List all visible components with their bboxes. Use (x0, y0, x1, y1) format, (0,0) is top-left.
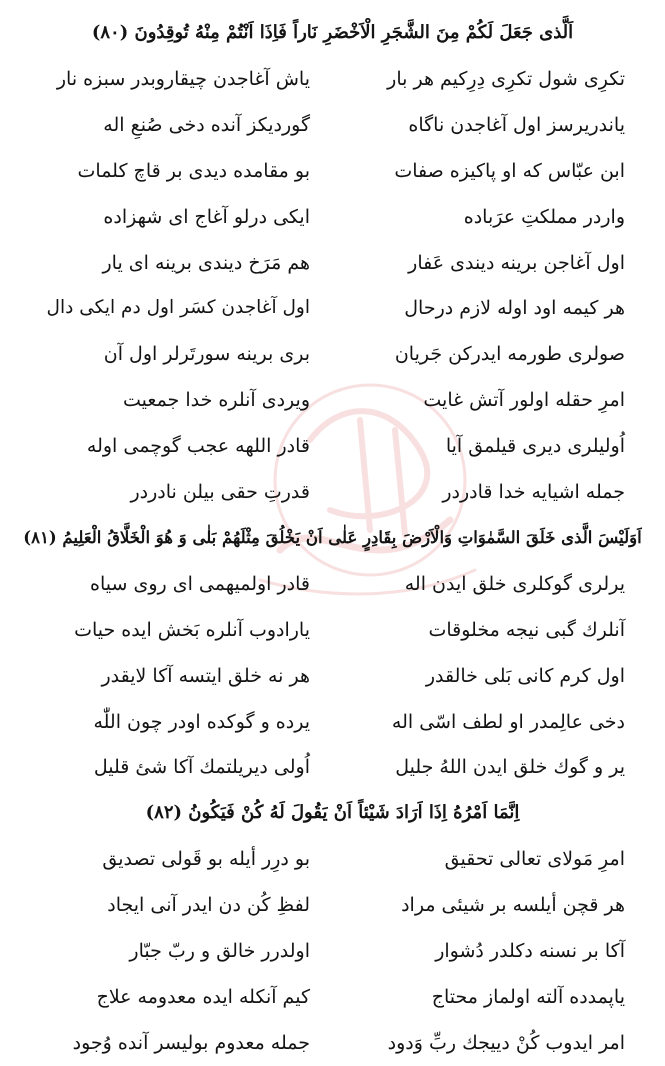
poem-couplet (0, 469, 665, 515)
couplet-first-hemistich: آنلرك گبى نيجه مخلوقات (428, 618, 625, 641)
couplet-second-hemistich: اول آغاجدن كسَر اول دم ايكى دال (46, 297, 310, 319)
poem-couplet (0, 836, 665, 882)
poem-couplet (0, 148, 665, 194)
quran-verse-text: اَوَلَيْسَ الَّذى خَلَقَ السَّمٰوَاتِ وَالْاَرْضَ بِقَادِرٍ عَلٰى اَنْ يَخْلُقَ مِثْلَهُمْ بَلٰى وَ هُوَ الْخَلَّاقُ الْعَلِيمُ (٨١) (23, 527, 642, 547)
couplet-first-hemistich: هر كيمه اود اوله لازم درحال (404, 297, 625, 320)
poem-couplet (0, 1020, 665, 1066)
poem-couplet (0, 331, 665, 377)
couplet-first-hemistich: يرلرى گوكلرى خلق ايدن اله (404, 572, 625, 595)
poem-couplet (0, 744, 665, 790)
couplet-second-hemistich: اُولى ديريلتمك آكا شئ قليل (93, 756, 310, 779)
quran-verse-line (10, 790, 655, 836)
couplet-second-hemistich: برى برينه سورتَرلر اول آن (103, 343, 310, 366)
couplet-second-hemistich: ياش آغاجدن چيقاروبدر سبزه نار (56, 67, 310, 90)
couplet-second-hemistich: بو مقامده ديدى بر قاچ كلمات (77, 159, 310, 182)
poem-couplet (0, 194, 665, 240)
couplet-first-hemistich: امر ايدوب كُنْ دييجك ربِّ وَدود (387, 1031, 625, 1054)
couplet-second-hemistich: بو درِر أيله بو قَولى تصديق (102, 848, 310, 871)
couplet-first-hemistich: هر قچن أيلسه بر شيئى مراد (401, 894, 625, 917)
poem-couplet (0, 561, 665, 607)
poem-couplet (0, 377, 665, 423)
couplet-second-hemistich: هم مَرَخ ديندى برينه اى يار (102, 251, 310, 274)
couplet-first-hemistich: اول كرم كانى بَلى خالقدر (425, 664, 625, 687)
couplet-second-hemistich: يارادوب آنلره بَخش ايده حيات (74, 618, 310, 641)
poem-couplet (0, 607, 665, 653)
poem-couplet (0, 240, 665, 286)
couplet-first-hemistich: ياپمدده آلته اولماز محتاج (431, 985, 625, 1008)
couplet-first-hemistich: آكا بر نسنه دكلدر دُشوار (435, 940, 625, 962)
poem-couplet (0, 102, 665, 148)
couplet-first-hemistich: تكرِى شول تكرِى دِرِكيم هر بار (387, 67, 625, 90)
quran-verse-line (10, 10, 655, 56)
couplet-second-hemistich: هر نه خلق ايتسه آكا لايقدر (101, 664, 310, 687)
couplet-first-hemistich: جمله اشيايه خدا قادردر (442, 481, 625, 503)
poem-couplet (0, 56, 665, 102)
couplet-first-hemistich: ياندريرسز اول آغاجدن ناگاه (408, 113, 625, 136)
couplet-second-hemistich: قادر اولميهمى اى روى سياه (90, 572, 310, 595)
couplet-first-hemistich: ابن عبّاس كه او پاكيزه صفات (394, 159, 625, 182)
couplet-first-hemistich: امرِ مَولاى تعالى تحقيق (444, 848, 625, 871)
couplet-first-hemistich: امرِ حقله اولور آتش غايت (423, 389, 625, 412)
poem-couplet (0, 974, 665, 1020)
couplet-first-hemistich: اول آغاجن برينه ديندى عَفار (408, 251, 625, 274)
couplet-second-hemistich: ايكى درلو آغاج اى شهزاده (103, 205, 310, 228)
couplet-first-hemistich: ير و گوك خلق ايدن اللهُ جليل (395, 756, 625, 779)
couplet-first-hemistich: واردر مملكتِ عرَباده (463, 205, 625, 228)
poem-couplet (0, 423, 665, 469)
poem-couplet (0, 699, 665, 745)
couplet-second-hemistich: اولدرر خالق و ربّ جبّار (129, 940, 310, 962)
couplet-second-hemistich: قدرتِ حقى بيلن نادردر (130, 481, 310, 503)
couplet-second-hemistich: يرده و گوكده اودر چون اللّٰه (93, 710, 310, 733)
couplet-second-hemistich: گورديكز آنده دخى صُنعِ اله (103, 113, 310, 136)
couplet-second-hemistich: جمله معدوم بوليسر آنده وُجود (72, 1031, 310, 1054)
couplet-second-hemistich: لفظِ كُن دن ايدر آنى ايجاد (107, 894, 310, 917)
poem-couplet (0, 882, 665, 928)
poem-couplet (0, 928, 665, 974)
couplet-second-hemistich: كيم آنكله ايده معدومه علاج (96, 985, 310, 1008)
quran-verse-text: اِنَّمَا اَمْرُهُ اِذَا اَرَادَ شَيْئاً اَنْ يَقُولَ لَهُ كُنْ فَيَكُونُ (٨٢) (145, 802, 520, 824)
quran-verse-line (10, 515, 655, 561)
poem-couplet (0, 285, 665, 331)
couplet-first-hemistich: صولرى طورمه ايدركن جَريان (394, 343, 625, 366)
quran-verse-text: اَلَّذى جَعَلَ لَكُمْ مِنَ الشَّجَرِ الْاَخْضَرِ نَاراً فَاِذَا اَنْتُمْ مِنْهُ تُوقِدُونَ (٨٠) (91, 22, 574, 43)
poem-couplet (0, 653, 665, 699)
couplet-first-hemistich: اُوليلرى ديرى قيلمق آيا (445, 435, 625, 458)
couplet-first-hemistich: دخى عالِمدر او لطف اسّى اله (391, 710, 625, 733)
couplet-second-hemistich: ويردى آنلره خدا جمعيت (123, 389, 310, 412)
couplet-second-hemistich: قادر اللهه عجب گوچمى اوله (86, 435, 310, 458)
